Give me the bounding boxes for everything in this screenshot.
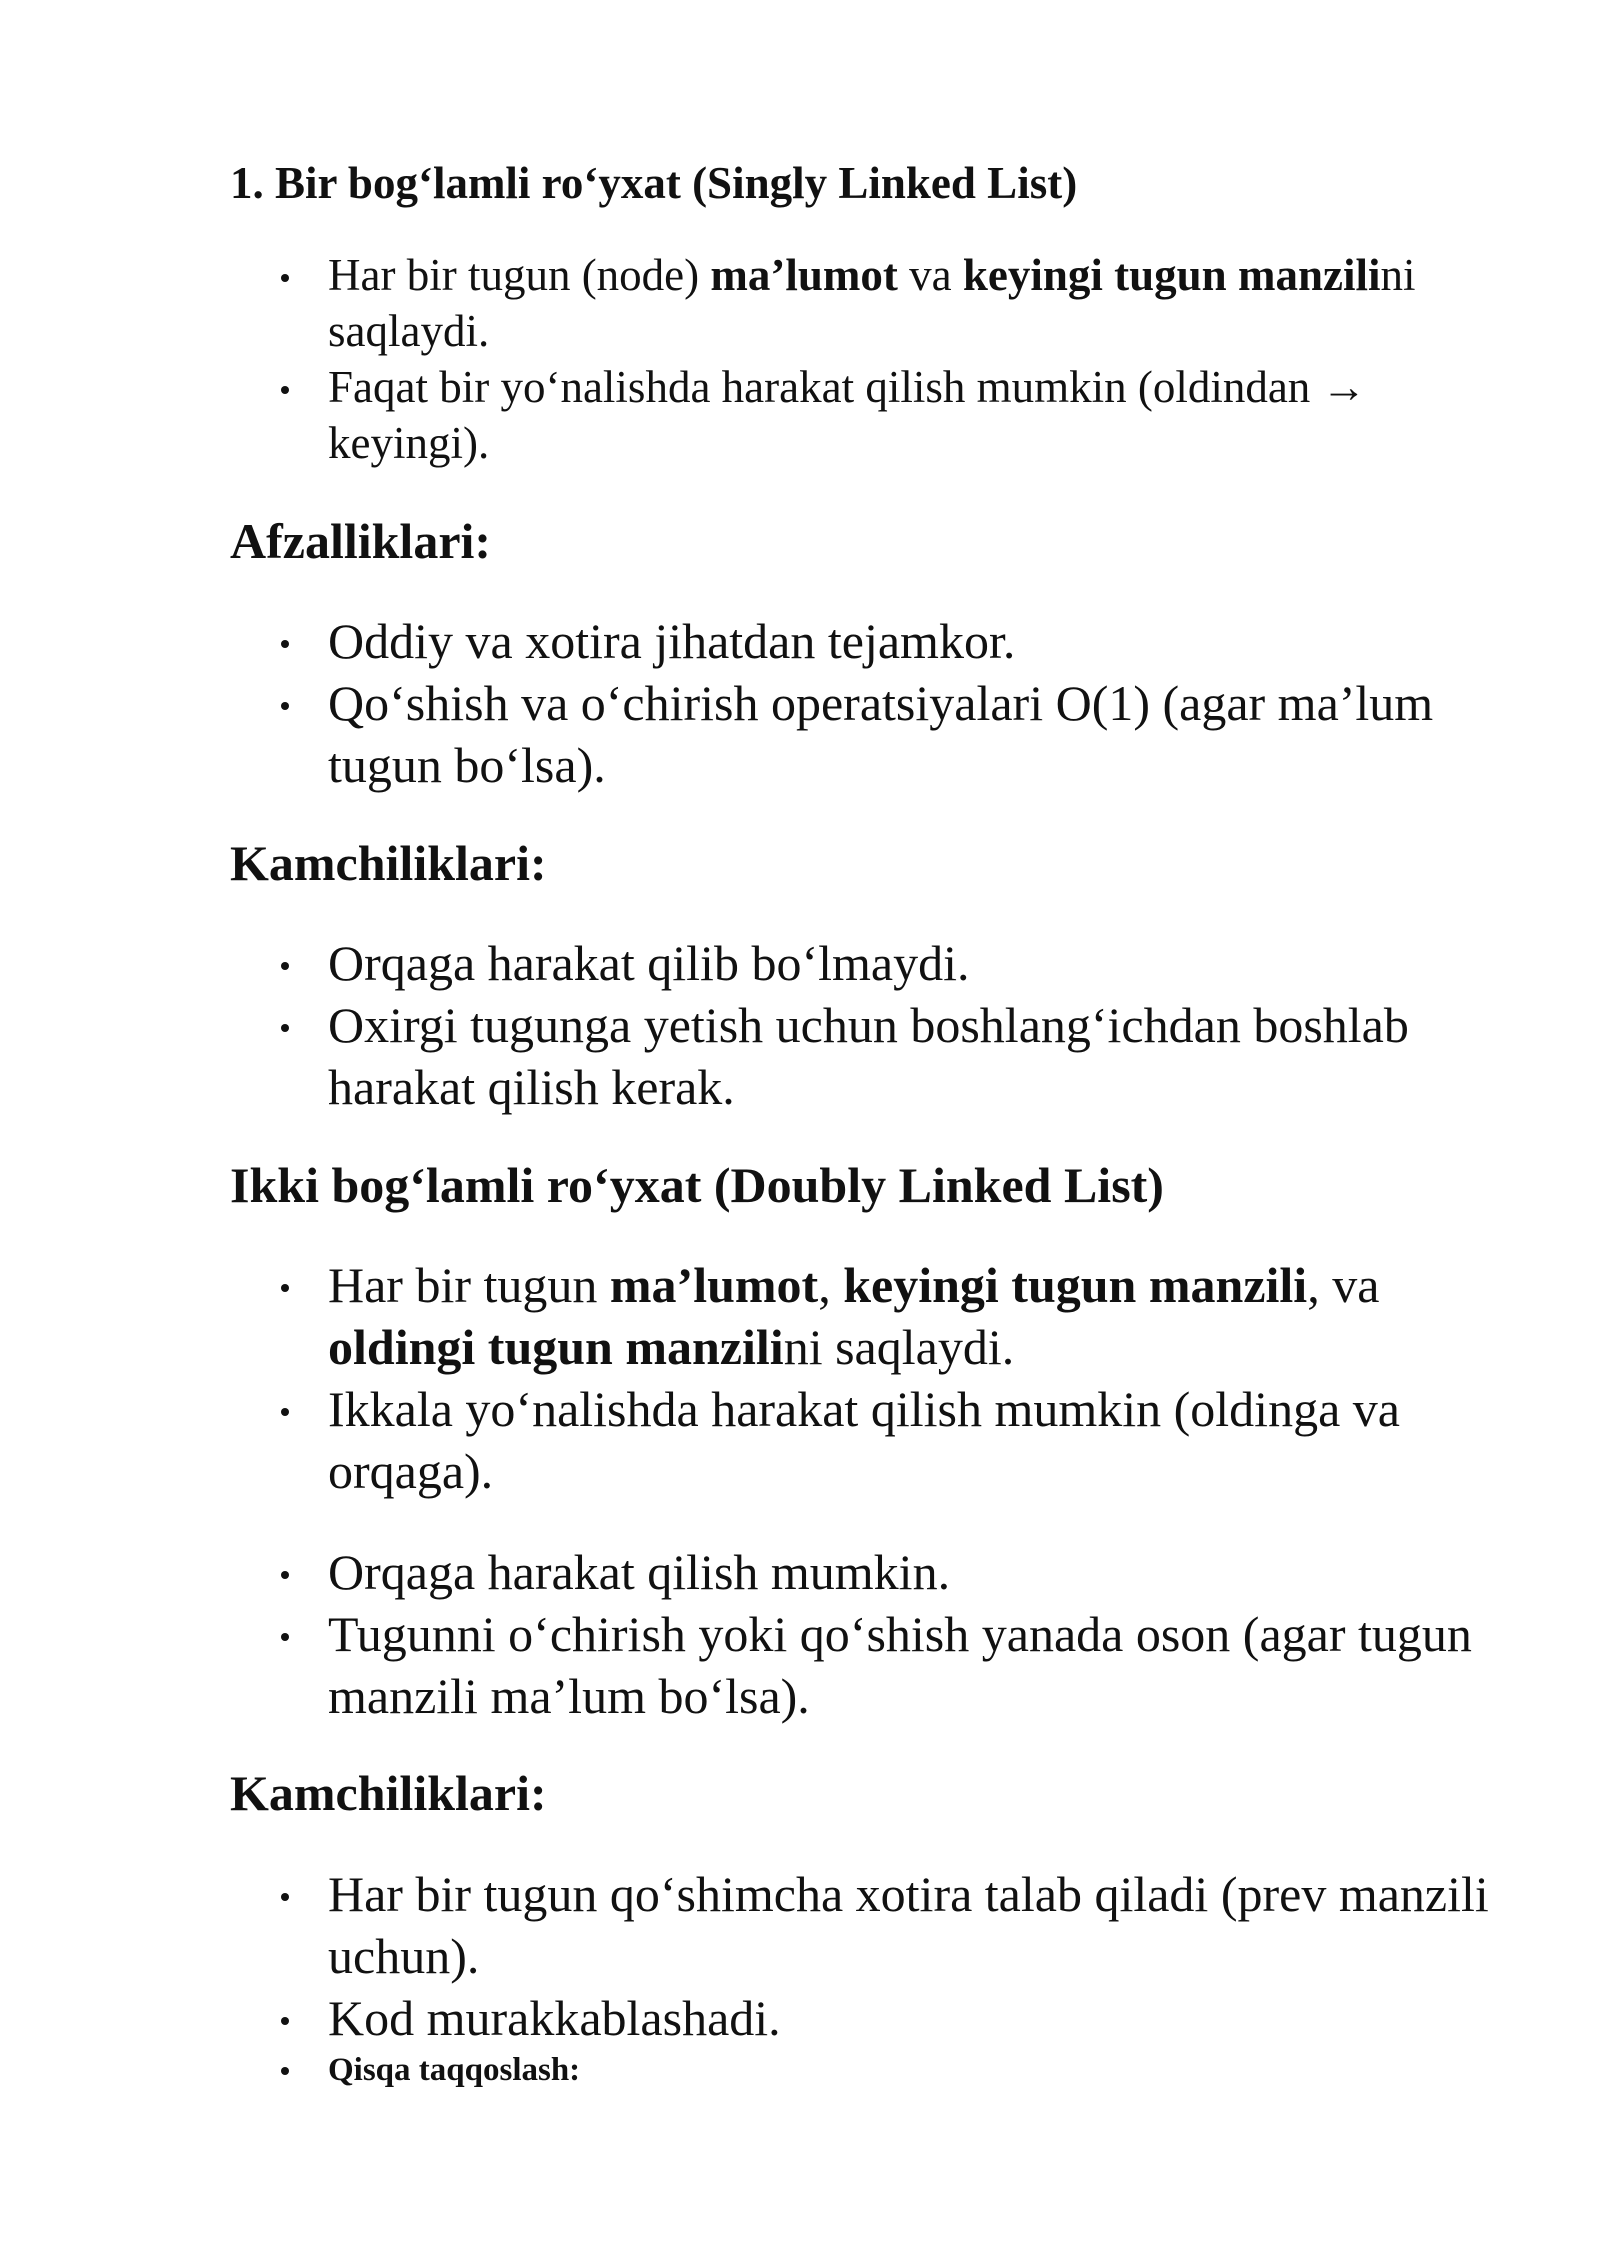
bold-term: oldingi tugun manzili [328,1319,784,1375]
text-run: Har bir tugun (node) [328,250,711,300]
doubly-advantages-list [230,1541,1530,1727]
section-heading-disadvantages-2: Kamchiliklari: [230,1765,547,1821]
list-item: Har bir tugun qo‘shimcha xotira talab qiladi (prev manzili uchun). [230,1863,1530,1987]
bold-term: keyingi tugun manzili [843,1257,1308,1313]
text-run: , [818,1257,844,1313]
bold-term: ma’lumot [609,1257,819,1313]
list-item [230,1254,1530,1378]
summary-list [230,2050,1530,2090]
section-heading-advantages: Afzalliklari: [230,513,492,569]
list-item: Orqaga harakat qilib bo‘lmaydi. [230,932,1530,994]
section-heading-doubly-linked-list: Ikki bog‘lamli ro‘yxat (Doubly Linked List) [230,1157,1164,1213]
list-item [230,247,1530,359]
list-item-summary: Qisqa taqqoslash: [230,2050,1530,2090]
text-run: , va [1307,1257,1380,1313]
list-item: Ikkala yo‘nalishda harakat qilish mumkin (oldinga va orqaga). [230,1378,1530,1502]
disadvantages-list [230,932,1530,1118]
list-item: Kod murakkablashadi. [230,1987,1530,2049]
list-item: Tugunni o‘chirish yoki qo‘shish yanada oson (agar tugun manzili ma’lum bo‘lsa). [230,1603,1530,1727]
advantages-list [230,610,1530,796]
disadvantages-list-2 [230,1863,1530,2049]
bold-term: ma’lumot [710,250,898,300]
list-item: Oxirgi tugunga yetish uchun boshlang‘ichdan boshlab harakat qilish kerak. [230,994,1530,1118]
list-item: Oddiy va xotira jihatdan tejamkor. [230,610,1530,672]
text-run: ni saqlaydi. [328,250,1416,356]
section-heading-disadvantages: Kamchiliklari: [230,835,547,891]
singly-list [230,247,1530,471]
list-item: Qo‘shish va o‘chirish operatsiyalari O(1) (agar ma’lum tugun bo‘lsa). [230,672,1530,796]
list-item: Faqat bir yo‘nalishda harakat qilish mumkin (oldindan → keyingi). [230,359,1530,471]
text-run: Har bir tugun [328,1257,610,1313]
section-heading-singly-linked-list: 1. Bir bog‘lamli ro‘yxat (Singly Linked List) [230,158,1078,208]
text-run: ni saqlaydi. [783,1319,1015,1375]
doubly-list [230,1254,1530,1502]
text-run: va [897,250,963,300]
list-item: Orqaga harakat qilish mumkin. [230,1541,1530,1603]
bold-term: keyingi tugun manzili [962,250,1381,300]
